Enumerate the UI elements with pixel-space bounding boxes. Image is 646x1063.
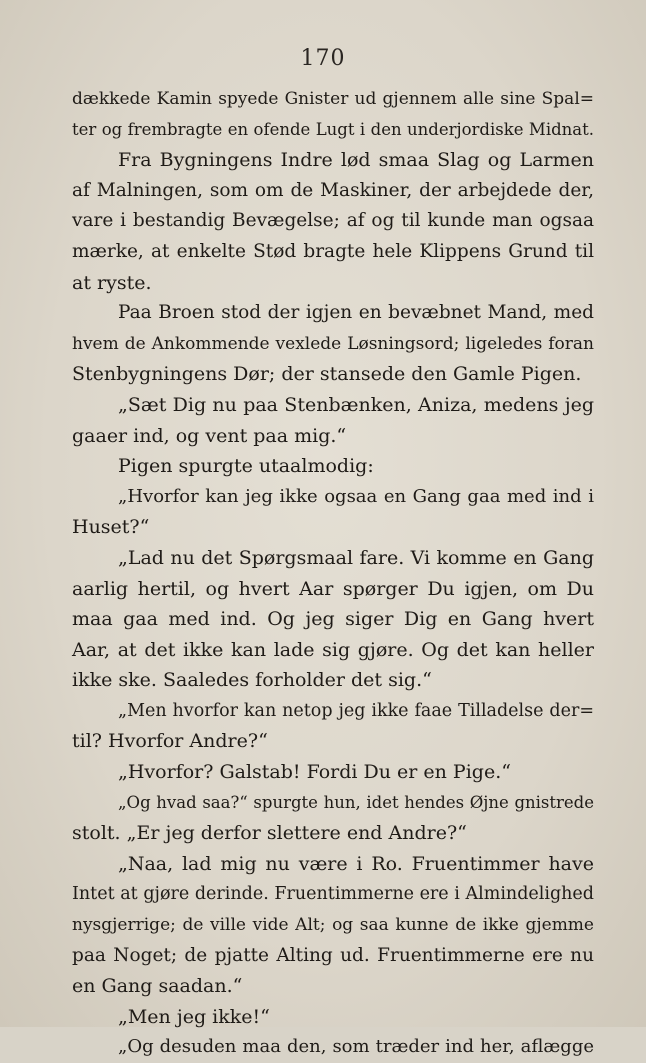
text-line: hvem de Ankommende vexlede Løsningsord; ligeledes foran xyxy=(72,333,594,354)
text-line: gaaer ind, og vent paa mig.“ xyxy=(72,424,347,447)
text-line: dækkede Kamin spyede Gnister ud gjennem alle sine Spal= xyxy=(72,89,594,109)
text-line: maa gaa med ind. Og jeg siger Dig en Gang hvert xyxy=(72,608,594,631)
text-line: at ryste. xyxy=(72,271,152,294)
text-line: „Hvorfor kan jeg ikke ogsaa en Gang gaa med ind i xyxy=(118,485,594,507)
text-line: ikke ske. Saaledes forholder det sig.“ xyxy=(72,669,432,692)
text-line: „Sæt Dig nu paa Stenbænken, Aniza, medens jeg xyxy=(118,393,594,416)
text-line: „Men hvorfor kan netop jeg ikke faae Tilladelse der= xyxy=(118,700,594,721)
text-line: Huset?“ xyxy=(72,516,150,539)
text-line: aarlig hertil, og hvert Aar spørger Du igjen, om Du xyxy=(72,577,594,600)
text-line: „Naa, lad mig nu være i Ro. Fruentimmer have xyxy=(118,852,594,875)
text-line: til? Hvorfor Andre?“ xyxy=(72,730,268,753)
text-line: nysgjerrige; de ville vide Alt; og saa kunne de ikke gjemme xyxy=(72,915,594,936)
text-line: stolt. „Er jeg derfor slettere end Andre?“ xyxy=(72,822,467,845)
text-line: Paa Broen stod der igjen en bevæbnet Mand, med xyxy=(118,302,594,324)
page-number: 170 xyxy=(300,46,346,71)
body-text xyxy=(72,84,594,1063)
text-line: ter og frembragte en ofende Lugt i den underjordiske Midnat. xyxy=(72,119,594,139)
text-line: af Malningen, som om de Maskiner, der arbejdede der, xyxy=(72,179,594,201)
text-line: „Og desuden maa den, som træder ind her, aflægge xyxy=(118,1036,594,1058)
text-line: Pigen spurgte utaalmodig: xyxy=(118,455,374,478)
text-line: mærke, at enkelte Stød bragte hele Klippens Grund til xyxy=(72,240,594,262)
text-line: „Lad nu det Spørgsmaal fare. Vi komme en Gang xyxy=(118,546,594,569)
text-line: en Gang saadan.“ xyxy=(72,975,243,998)
text-line: paa Noget; de pjatte Alting ud. Fruentimmerne ere nu xyxy=(72,944,594,966)
text-line: Intet at gjøre derinde. Fruentimmerne ere i Almindelighed xyxy=(72,884,594,905)
text-line: Stenbygningens Dør; der stansede den Gamle Pigen. xyxy=(72,363,582,386)
text-line: Aar, at det ikke kan lade sig gjøre. Og det kan heller xyxy=(72,638,594,661)
text-line: „Og hvad saa?“ spurgte hun, idet hendes Øjne gnistrede xyxy=(118,792,594,812)
text-line: vare i bestandig Bevægelse; af og til kunde man ogsaa xyxy=(72,210,594,232)
text-line: „Hvorfor? Galstab! Fordi Du er en Pige.“ xyxy=(118,761,511,784)
text-line: Fra Bygningens Indre lød smaa Slag og Larmen xyxy=(118,149,594,172)
text-line: „Men jeg ikke!“ xyxy=(118,1005,270,1028)
